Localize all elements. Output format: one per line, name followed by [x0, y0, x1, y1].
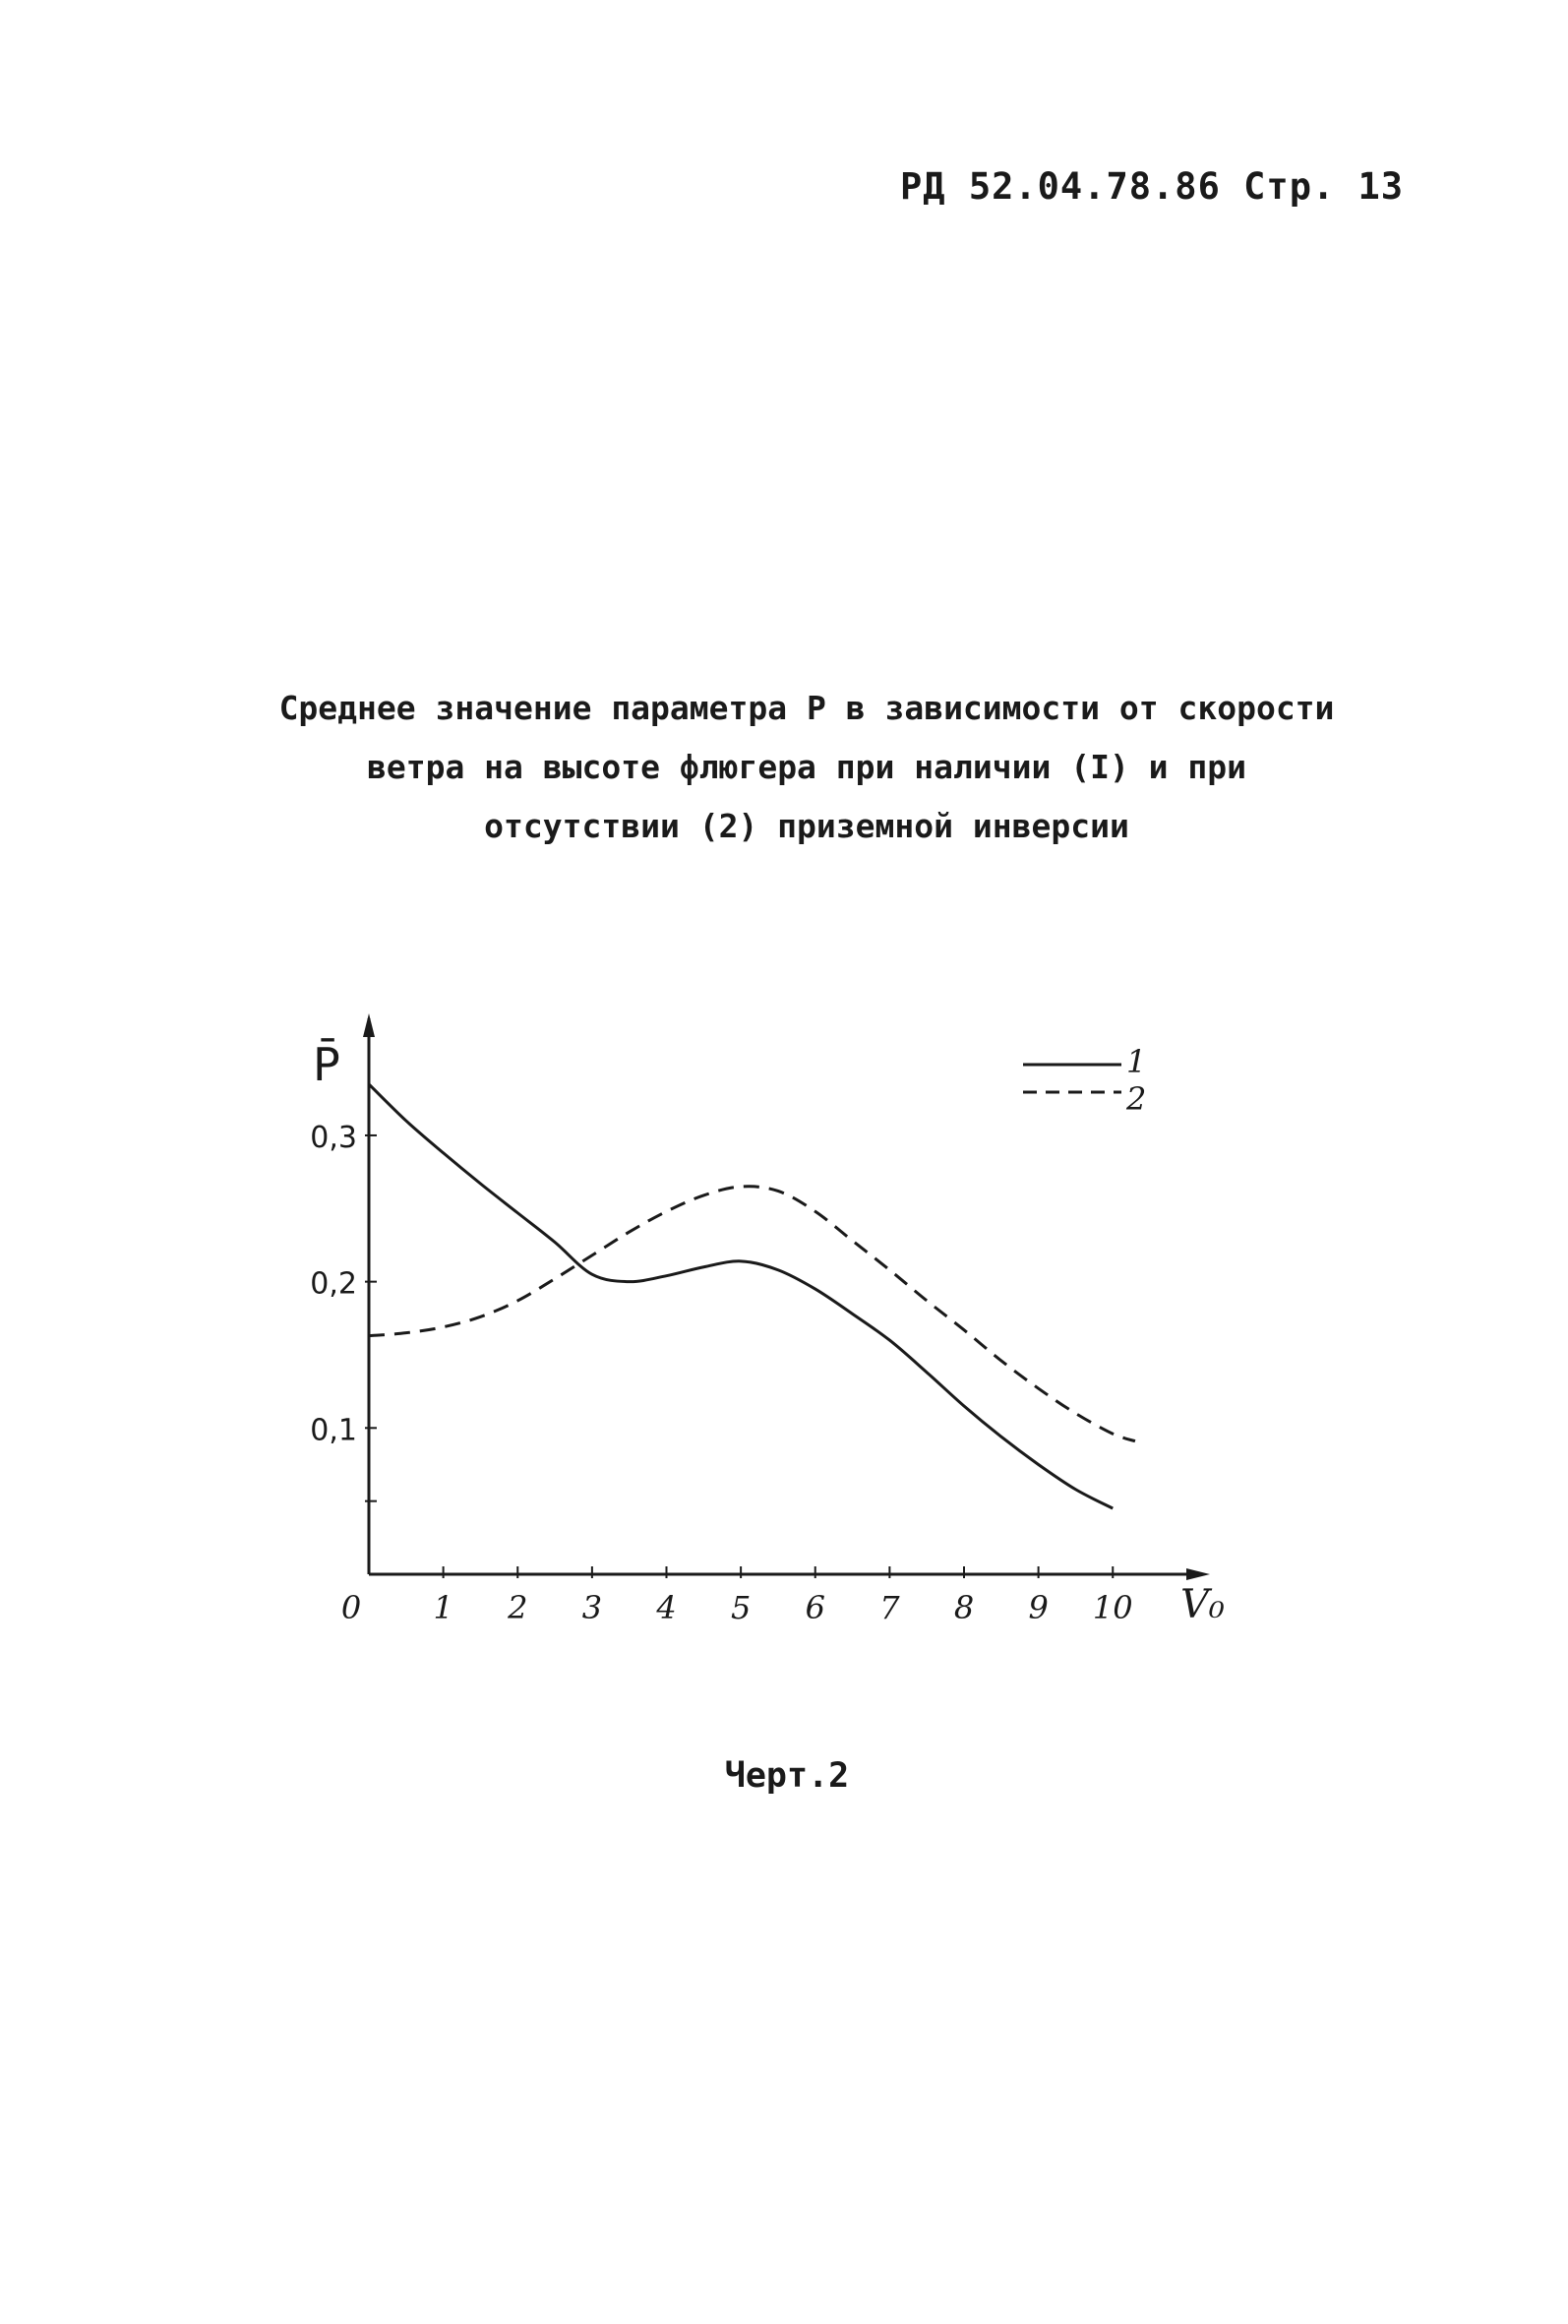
y-axis-arrow [363, 1013, 375, 1037]
chart-title-line: ветра на высоте флюгера при наличии (I) и при [366, 748, 1247, 786]
x-tick-label: 7 [879, 1589, 900, 1626]
figure-caption: Черт.2 [724, 1756, 850, 1796]
series-line-2 [369, 1187, 1135, 1441]
x-tick-label: 3 [581, 1589, 603, 1626]
x-tick-label: 5 [730, 1589, 752, 1626]
chart-title-line: отсутствии (2) приземной инверсии [484, 807, 1129, 845]
legend [1023, 1043, 1146, 1118]
x-tick-label: 9 [1028, 1589, 1049, 1626]
page-header: РД 52.04.78.86 Стр. 13 [900, 165, 1405, 208]
x-axis-arrow [1186, 1568, 1210, 1580]
y-tick-label: 0,1 [310, 1413, 357, 1448]
x-tick-label: 6 [805, 1589, 825, 1626]
y-axis-label: P̄ [313, 1038, 340, 1091]
legend-label-1: 1 [1126, 1043, 1147, 1080]
x-tick-label: 0 [340, 1589, 362, 1626]
x-axis-label: V₀ [1180, 1582, 1225, 1627]
x-tick-label: 2 [508, 1589, 528, 1626]
x-tick-label: 4 [656, 1589, 677, 1626]
y-tick-label: 0,2 [310, 1266, 357, 1302]
y-tick-label: 0,3 [310, 1120, 357, 1155]
series-line-1 [369, 1084, 1113, 1508]
x-tick-label: 10 [1092, 1589, 1133, 1626]
x-tick-label: 8 [953, 1589, 975, 1626]
legend-label-2: 2 [1126, 1080, 1147, 1118]
chart-title-line: Среднее значение параметра Р в зависимости от скорости [278, 689, 1335, 727]
x-tick-label: 1 [433, 1589, 453, 1626]
